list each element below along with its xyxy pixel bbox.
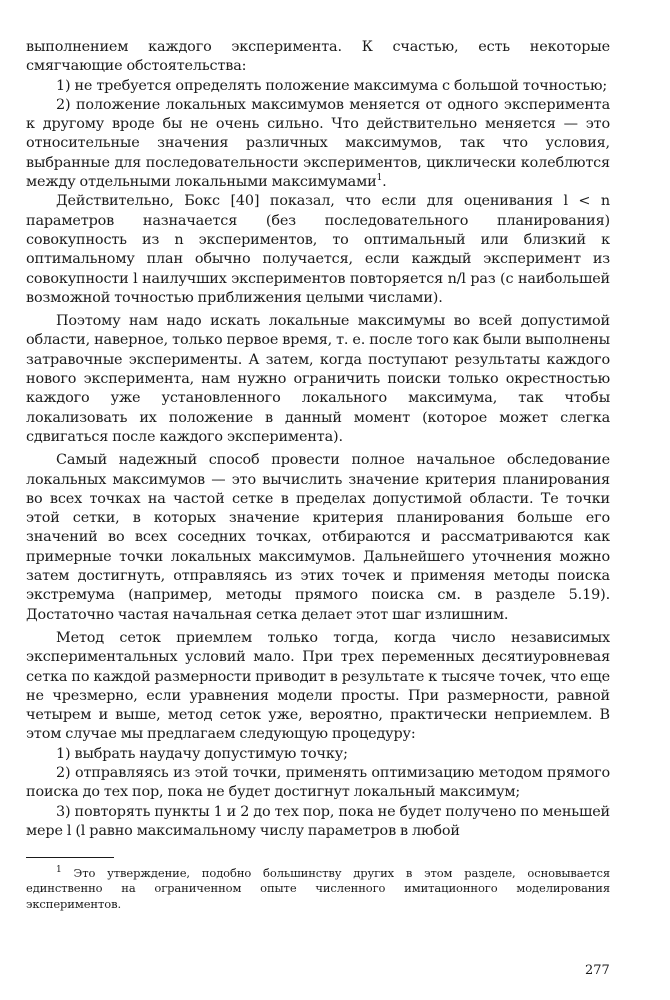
list-item-2-text: 2) положение локальных максимумов меняется от одного эксперимента к другому вроде бы не очень сильно. Что действительно меняется — это относительные значения различных максимумов, так что условия, выбранные для последовательности экспериментов, циклически колеблются между отдельными локальными максимумами — [26, 96, 610, 191]
page-number: 277 — [585, 963, 610, 978]
paragraph-1: выполнением каждого эксперимента. К счастью, есть некоторые смягчающие обстоятельства: — [26, 39, 610, 75]
footnote-reference: 1 — [376, 173, 383, 184]
paragraph-local-search: Поэтому нам надо искать локальные максимумы во всей допустимой области, наверное, только первое время, т. е. после того как были выполнены затравочные эксперименты. А затем, когда поступают результаты каждого нового эксперимента, нам нужно ограничить поиски только окрестностью каждого уже установленного локального максимума, так чтобы локализовать их положение в данный момент (которое может слегка сдвигаться после каждого эксперимента). — [26, 313, 610, 445]
footnote-marker: 1 — [56, 865, 62, 876]
list-item-1: 1) не требуется определять положение максимума с большой точностью; — [56, 77, 608, 94]
paragraph-grid-limits: Метод сеток приемлем только тогда, когда число независимых экспериментальных условий мало. При трех переменных десятиуровневая сетка по каждой размерности приводит в результате к тысяче точек, что еще не чрезмерно, если уравнения модели просты. При размерности, равной четырем и выше, метод сеток уже, вероятно, практически неприемлем. В этом случае мы предлагаем следующую процедуру: — [26, 629, 610, 743]
footnote — [26, 866, 610, 912]
procedure-step-2: 2) отправляясь из этой точки, применять оптимизацию методом прямого поиска до тех пор, пока не будет достигнут локальный максимум; — [26, 764, 610, 801]
page-body — [26, 38, 610, 912]
paragraph-box: Действительно, Бокс [40] показал, что если для оценивания l < n параметров назначается (без последовательного планирования) совокупность из n экспериментов, то оптимальный или близкий к оптимальному план обычно получается, если каждый эксперимент из совокупности l наилучших экспериментов повторяется n/l раз (с наибольшей возможной точностью приближения целыми числами). — [26, 193, 610, 306]
procedure-step-3: 3) повторять пункты 1 и 2 до тех пор, пока не будет получено по меньшей мере l (l равно максимальному числу параметров в любой — [26, 803, 610, 839]
footnote-text: Это утверждение, подобно большинству других в этом разделе, основывается единственно на ограниченном опыте численного имитационного моделирования экспериментов. — [26, 866, 611, 911]
list-item-2: 2) положение локальных максимумов меняется от одного эксперимента к другому вроде бы не очень сильно. Что действительно меняется — это относительные значения различных максимумов, так что условия, выбранные для последовательности экспериментов, циклически колеблются между отдельными локальными максимумами$^1$. — [26, 96, 610, 191]
footnote-divider — [26, 857, 114, 858]
procedure-step-1: 1) выбрать наудачу допустимую точку; — [56, 745, 348, 762]
paragraph-grid-method: Самый надежный способ провести полное начальное обследование локальных максимумов — это вычислить значение критерия планирования во всех точках на частой сетке в пределах допустимой области. Те точки этой сетки, в которых значение критерия планирования больше его значений во всех соседних точках, отбираются и рассматриваются как примерные точки локальных максимумов. Дальнейшего уточнения можно затем достигнуть, отправляясь из этих точек и применяя методы поиска экстремума (например, методы прямого поиска см. в разделе 5.19). Достаточно частая начальная сетка делает этот шаг излишним. — [26, 452, 610, 623]
